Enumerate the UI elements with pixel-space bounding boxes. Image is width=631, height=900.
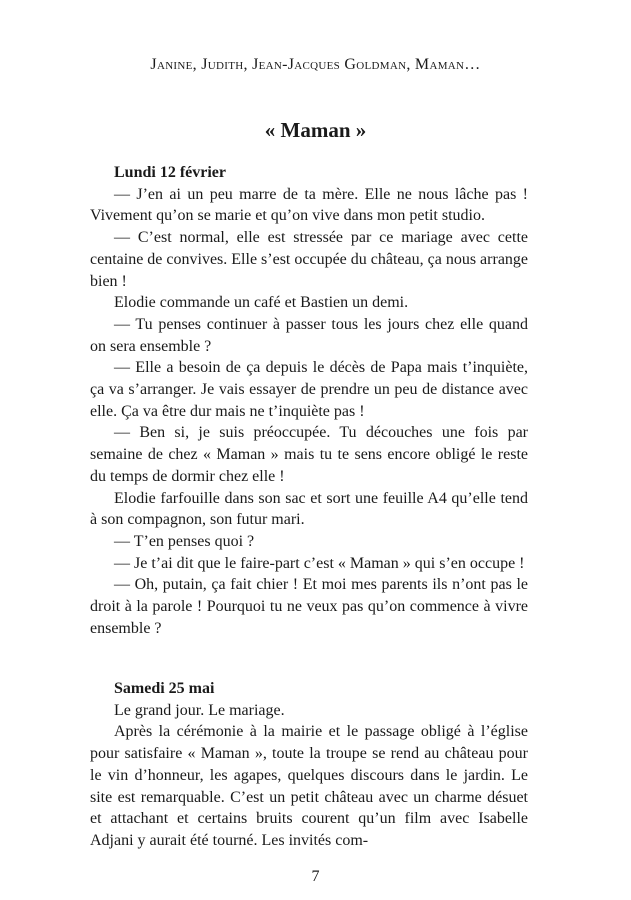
paragraph: Elodie farfouille dans son sac et sort une feuille A4 qu’elle tend à son compagnon, son futur mari. — [90, 489, 528, 529]
section-heading: Samedi 25 mai — [114, 680, 215, 697]
paragraph: — Elle a besoin de ça depuis le décès de Papa mais t’inquiète, ça va s’arranger. Je vais essayer de prendre un peu de distance avec elle. Ça va être dur mais ne t’inquiète pas ! — [90, 359, 528, 420]
paragraph: Elodie commande un café et Bastien un demi. — [114, 294, 409, 312]
paragraph: Le grand jour. Le mariage. — [114, 701, 285, 719]
section-samedi-25-mai — [90, 678, 528, 852]
paragraph: — C’est normal, elle est stressée par ce mariage avec cette centaine de convives. Elle s’est occupée du château, ça nous arrange bien ! — [90, 229, 529, 290]
paragraph: — T’en penses quoi ? — [114, 532, 255, 550]
section-lundi-12-fevrier — [90, 162, 528, 639]
paragraph: Après la cérémonie à la mairie et le passage obligé à l’église pour satisfaire « Maman », toute la troupe se rend au château pour le vin d’honneur, les agapes, quelques discours dans le jardin. Le site est remarquable. C’est un petit château avec un charme désuet et attachant et certains bruits courent qu’un film avec Isabelle Adjani y aurait été tourné. Les invités com- — [90, 723, 528, 849]
paragraph: — Ben si, je suis préoccupée. Tu découches une fois par semaine de chez « Maman » mais tu te sens encore obligé le reste du temps de dormir chez elle ! — [90, 424, 528, 485]
paragraph: — J’en ai un peu marre de ta mère. Elle ne nous lâche pas ! Vivement qu’on se marie et qu’on vive dans mon petit studio. — [90, 185, 528, 225]
page-number: 7 — [311, 868, 320, 885]
paragraph: — Oh, putain, ça fait chier ! Et moi mes parents ils n’ont pas le droit à la parole ! Pourquoi tu ne veux pas qu’on commence à vivre ensemble ? — [90, 576, 528, 637]
chapter-title: « Maman » — [264, 118, 367, 142]
section-heading: Lundi 12 février — [114, 164, 226, 181]
running-head: Janine, Judith, Jean-Jacques Goldman, Maman… — [150, 56, 481, 73]
paragraph: — Tu penses continuer à passer tous les jours chez elle quand on sera ensemble ? — [90, 315, 528, 355]
paragraph: — Je t’ai dit que le faire-part c’est « Maman » qui s’en occupe ! — [114, 554, 525, 572]
